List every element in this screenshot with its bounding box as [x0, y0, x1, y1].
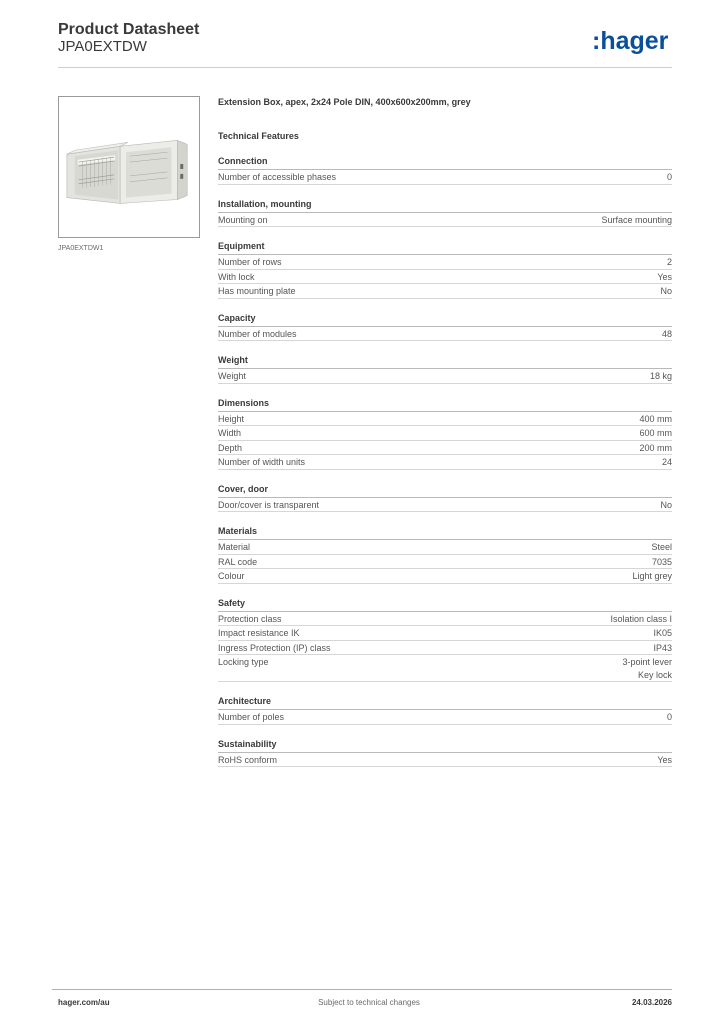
feature-label: Width — [218, 428, 242, 438]
feature-row — [218, 426, 672, 441]
feature-group — [218, 484, 672, 513]
feature-label: Number of accessible phases — [218, 172, 337, 182]
feature-row — [218, 626, 672, 641]
feature-value: Yes — [657, 754, 672, 765]
feature-group-title: Materials — [218, 526, 672, 540]
product-image — [58, 96, 200, 238]
feature-row — [218, 170, 672, 185]
feature-value: 0 — [666, 172, 672, 182]
hager-logo — [592, 27, 676, 57]
feature-label: With lock — [218, 271, 255, 282]
product-description: Extension Box, apex, 2x24 Pole DIN, 400x600x200mm, grey — [218, 97, 471, 107]
feature-value: 400 mm — [639, 413, 672, 424]
feature-label: RoHS conform — [218, 754, 278, 765]
feature-group — [218, 398, 672, 470]
feature-group — [218, 355, 672, 384]
feature-row — [218, 540, 672, 555]
feature-label: Depth — [218, 442, 243, 453]
datasheet-content — [218, 96, 672, 767]
feature-group-title: Weight — [218, 355, 672, 369]
technical-features-heading: Technical Features — [218, 131, 299, 141]
feature-row — [218, 498, 672, 513]
feature-group-title: Architecture — [218, 696, 672, 710]
feature-label: Locking type — [218, 657, 269, 667]
feature-value: 200 mm — [639, 442, 672, 453]
feature-group — [218, 696, 672, 725]
feature-label: Number of width units — [218, 457, 306, 467]
feature-group-title: Equipment — [218, 241, 672, 255]
footer-notice: Subject to technical changes — [318, 998, 420, 1007]
feature-group-title: Sustainability — [218, 739, 672, 753]
article-number: JPA0EXTDW — [58, 38, 147, 55]
feature-row — [218, 455, 672, 470]
feature-row — [218, 213, 672, 228]
feature-groups — [218, 156, 672, 767]
feature-value: 2 — [666, 257, 672, 267]
feature-label: Has mounting plate — [218, 286, 296, 296]
feature-value: 24 — [661, 457, 672, 467]
feature-value: 3-point lever Key lock — [622, 657, 672, 680]
feature-label: Weight — [218, 371, 246, 381]
feature-value: 600 mm — [639, 428, 672, 438]
feature-value: Isolation class I — [610, 613, 672, 624]
feature-group-title: Capacity — [218, 313, 672, 327]
feature-label: Door/cover is transparent — [218, 499, 320, 510]
feature-row — [218, 255, 672, 270]
feature-value: IK05 — [653, 628, 672, 638]
feature-group-title: Installation, mounting — [218, 199, 672, 213]
header-divider — [58, 67, 672, 68]
feature-value: Light grey — [632, 571, 672, 581]
feature-row — [218, 412, 672, 427]
feature-value: 18 kg — [649, 371, 672, 381]
feature-value: No — [660, 499, 672, 510]
page-title: Product Datasheet — [58, 21, 200, 38]
feature-group — [218, 313, 672, 342]
feature-label: Number of modules — [218, 328, 297, 339]
feature-row — [218, 555, 672, 570]
feature-row — [218, 753, 672, 768]
feature-value: No — [660, 286, 672, 296]
feature-label: Colour — [218, 571, 245, 581]
feature-row — [218, 441, 672, 456]
feature-row — [218, 710, 672, 725]
footer-website[interactable]: hager.com/au — [58, 998, 110, 1007]
feature-value: 0 — [666, 712, 672, 722]
feature-value: IP43 — [653, 642, 672, 653]
feature-label: Number of poles — [218, 712, 285, 722]
feature-row — [218, 327, 672, 342]
feature-label: Protection class — [218, 613, 282, 624]
feature-label: RAL code — [218, 556, 258, 567]
feature-row — [218, 270, 672, 285]
feature-group-title: Cover, door — [218, 484, 672, 498]
feature-group-title: Dimensions — [218, 398, 672, 412]
feature-row — [218, 284, 672, 299]
feature-group — [218, 156, 672, 185]
footer-divider — [52, 989, 672, 990]
feature-row — [218, 655, 672, 682]
feature-group — [218, 526, 672, 584]
feature-label: Impact resistance IK — [218, 628, 300, 638]
feature-label: Mounting on — [218, 214, 268, 225]
feature-value: Yes — [657, 271, 672, 282]
feature-group — [218, 598, 672, 683]
feature-value: Surface mounting — [601, 214, 672, 225]
feature-value: Steel — [651, 542, 672, 552]
feature-row — [218, 612, 672, 627]
feature-group-title: Connection — [218, 156, 672, 170]
feature-label: Material — [218, 542, 251, 552]
feature-row — [218, 569, 672, 584]
feature-label: Height — [218, 413, 245, 424]
feature-value: 7035 — [651, 556, 672, 567]
footer-date: 24.03.2026 — [631, 998, 672, 1007]
feature-value: 48 — [661, 328, 672, 339]
image-caption: JPA0EXTDW1 — [58, 245, 104, 252]
feature-row — [218, 369, 672, 384]
feature-group-title: Safety — [218, 598, 672, 612]
feature-group — [218, 241, 672, 299]
logo-text: :hager — [592, 27, 669, 55]
feature-row — [218, 641, 672, 656]
feature-label: Number of rows — [218, 257, 282, 267]
feature-group — [218, 739, 672, 768]
feature-label: Ingress Protection (IP) class — [218, 642, 331, 653]
feature-group — [218, 199, 672, 228]
